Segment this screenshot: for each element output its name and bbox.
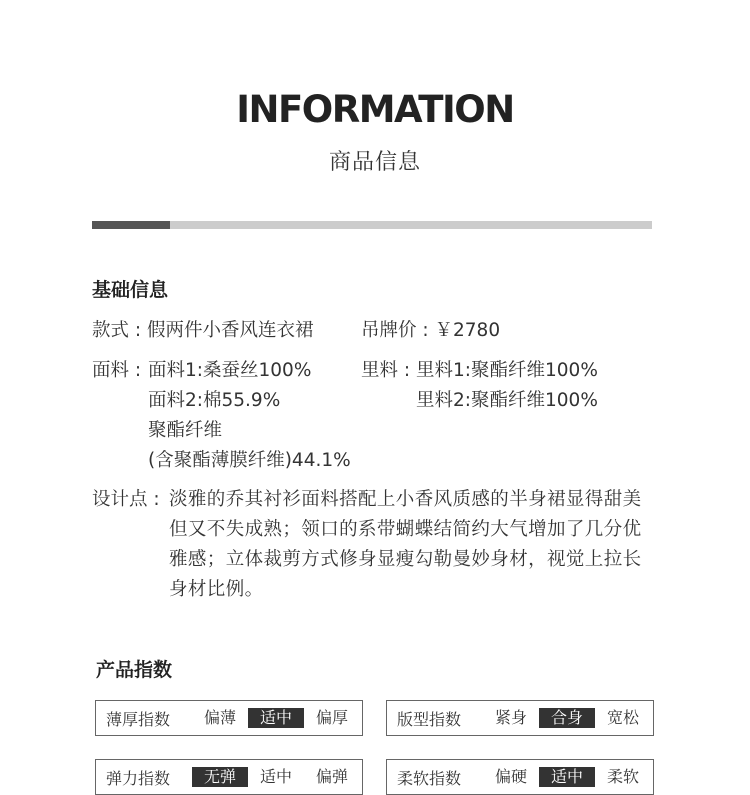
price-value: ￥2780: [434, 320, 501, 341]
basic-info-heading: 基础信息: [92, 279, 169, 301]
index-label: 薄厚指数: [106, 709, 171, 729]
index-option: 无弹: [192, 767, 248, 787]
index-option: 合身: [539, 708, 595, 728]
fabric-label: 面料 :: [92, 360, 142, 381]
page-title: INFORMATION: [236, 88, 514, 131]
index-label: 弹力指数: [106, 768, 171, 788]
progress-bar-fill: [92, 221, 170, 229]
page-subtitle: 商品信息: [328, 150, 421, 175]
index-option: 适中: [259, 767, 292, 786]
style-value: 假两件小香风连衣裙: [147, 320, 314, 341]
lining-label: 里料 :: [361, 360, 411, 381]
index-option: 偏弹: [315, 767, 348, 786]
index-label: 柔软指数: [397, 768, 462, 788]
index-fit: [386, 700, 654, 736]
index-softness: [386, 759, 654, 795]
index-option: 适中: [539, 767, 595, 787]
product-index-heading: 产品指数: [96, 659, 173, 681]
index-option: 适中: [248, 708, 304, 728]
index-option: 偏硬: [494, 767, 527, 786]
index-option: 宽松: [606, 708, 639, 727]
progress-bar: [92, 221, 652, 229]
index-option: 柔软: [606, 767, 639, 786]
style-label: 款式 :: [92, 320, 142, 341]
fabric-line-2: 面料2:棉55.9%: [148, 390, 281, 411]
design-text: 淡雅的乔其衬衫面料搭配上小香风质感的半身裙显得甜美但又不失成熟；领口的系带蝴蝶结简约大气增加了几分优雅感；立体裁剪方式修身显瘦勾勒曼妙身材，视觉上拉长身材比例。: [169, 489, 642, 600]
lining-line-1: 里料1:聚酯纤维100%: [416, 360, 598, 381]
index-elasticity: [95, 759, 363, 795]
index-thickness: [95, 700, 363, 736]
fabric-line-1: 面料1:桑蚕丝100%: [148, 360, 312, 381]
price-label: 吊牌价 :: [361, 320, 429, 341]
design-point: [92, 485, 657, 605]
index-option: 偏厚: [315, 708, 348, 727]
fabric-line-4: (含聚酯薄膜纤维)44.1%: [148, 450, 351, 471]
price-row: [361, 316, 500, 342]
fabric-line-3: 聚酯纤维: [148, 420, 223, 441]
lining-line-2: 里料2:聚酯纤维100%: [416, 390, 598, 411]
index-option: 紧身: [494, 708, 527, 727]
style-row: [92, 316, 314, 342]
index-label: 版型指数: [397, 709, 462, 729]
index-option: 偏薄: [203, 708, 236, 727]
design-label: 设计点 :: [92, 489, 160, 510]
